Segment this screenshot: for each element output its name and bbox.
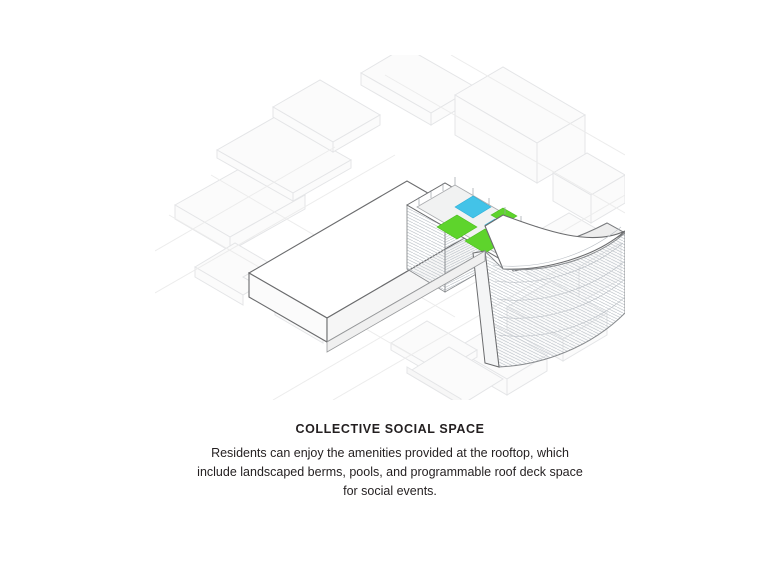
caption-line-1: Residents can enjoy the amenities provided at the rooftop, which	[211, 445, 569, 460]
caption-body	[0, 444, 780, 502]
caption-block	[0, 422, 780, 502]
caption-line-2: include landscaped berms, pools, and programmable roof deck space	[197, 465, 583, 479]
axonometric-illustration	[155, 55, 625, 400]
caption-title: COLLECTIVE SOCIAL SPACE	[295, 422, 485, 436]
caption-line-3: for social events.	[343, 484, 437, 499]
axonometric-svg	[155, 55, 625, 400]
